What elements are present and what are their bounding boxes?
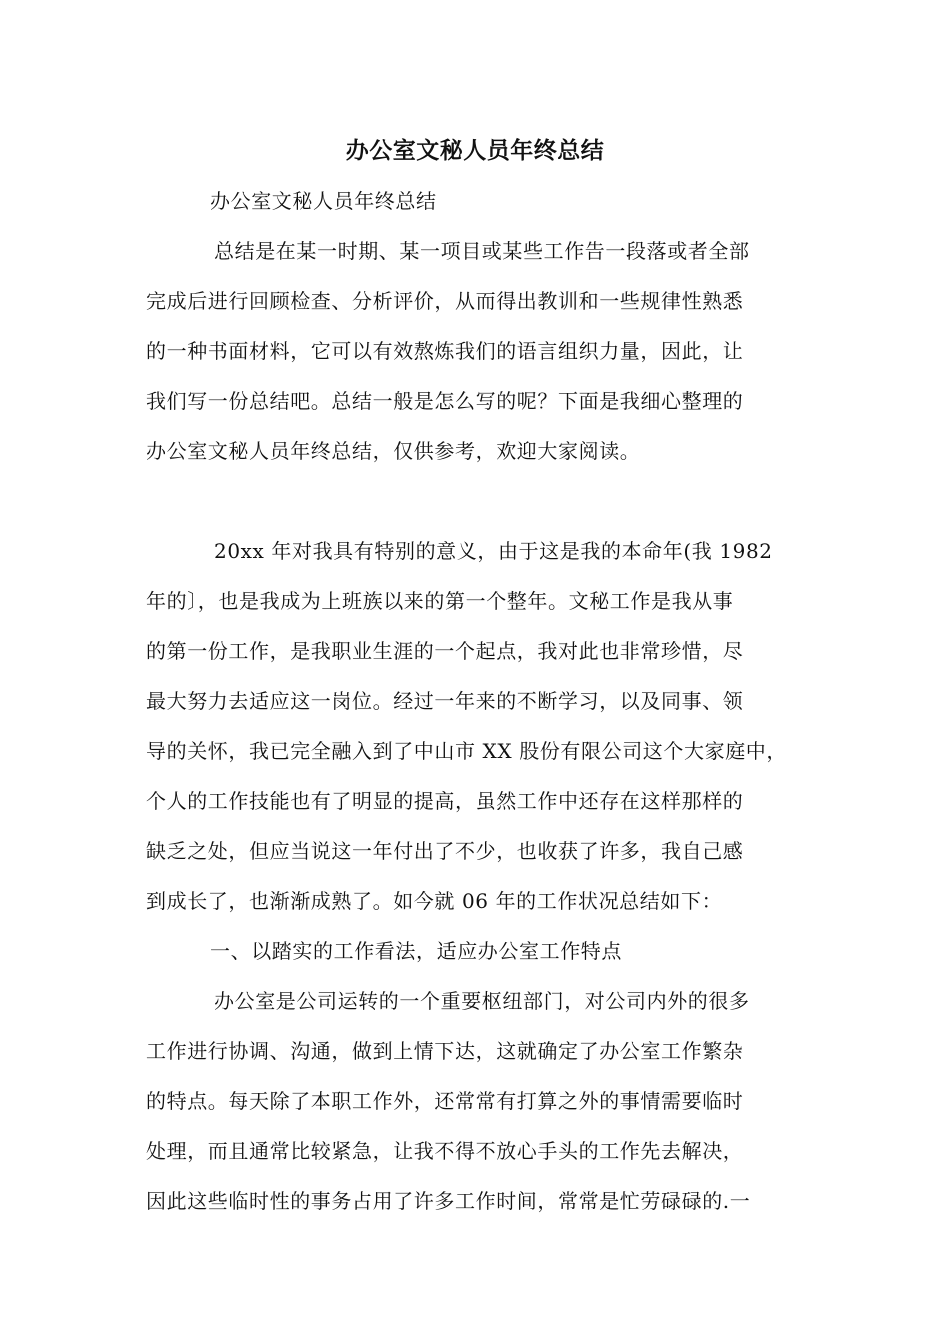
paragraph-line: 20xx 年对我具有特别的意义，由于这是我的本命年(我 1982	[214, 539, 773, 563]
section-heading: 一、以踏实的工作看法，适应办公室工作特点	[210, 939, 622, 963]
paragraph-line: 最大努力去适应这一岗位。经过一年来的不断学习，以及同事、领	[146, 689, 744, 713]
paragraph-line: 到成长了，也渐渐成熟了。如今就 06 年的工作状况总结如下：	[146, 889, 723, 913]
paragraph-line: 我们写一份总结吧。总结一般是怎么写的呢？下面是我细心整理的	[146, 389, 744, 413]
paragraph-line: 办公室是公司运转的一个重要枢纽部门，对公司内外的很多	[214, 989, 750, 1013]
paragraph-line: 工作进行协调、沟通，做到上情下达，这就确定了办公室工作繁杂	[146, 1039, 744, 1063]
paragraph-line: 缺乏之处，但应当说这一年付出了不少，也收获了许多，我自己感	[146, 839, 744, 863]
paragraph-line: 的第一份工作，是我职业生涯的一个起点，我对此也非常珍惜，尽	[146, 639, 744, 663]
paragraph-line: 因此这些临时性的事务占用了许多工作时间，常常是忙劳碌碌的.一	[146, 1189, 751, 1213]
paragraph-line: 的特点。每天除了本职工作外，还常常有打算之外的事情需要临时	[146, 1089, 744, 1113]
document-title: 办公室文秘人员年终总结	[345, 138, 605, 164]
paragraph-line: 的一种书面材料，它可以有效熬炼我们的语言组织力量，因此，让	[146, 339, 744, 363]
paragraph-line: 办公室文秘人员年终总结，仅供参考，欢迎大家阅读。	[146, 439, 641, 463]
paragraph-line: 个人的工作技能也有了明显的提高，虽然工作中还存在这样那样的	[146, 789, 744, 813]
paragraph-line: 年的〕，也是我成为上班族以来的第一个整年。文秘工作是我从事	[146, 589, 734, 613]
paragraph-line: 处理，而且通常比较紧急，让我不得不放心手头的工作先去解决，	[146, 1139, 744, 1163]
paragraph-line: 导的关怀，我已完全融入到了中山市 XX 股份有限公司这个大家庭中，	[146, 739, 787, 763]
paragraph-line: 总结是在某一时期、某一项目或某些工作告一段落或者全部	[214, 239, 750, 263]
subtitle-line: 办公室文秘人员年终总结	[210, 189, 437, 213]
paragraph-line: 完成后进行回顾检查、分析评价，从而得出教训和一些规律性熟悉	[146, 289, 744, 313]
